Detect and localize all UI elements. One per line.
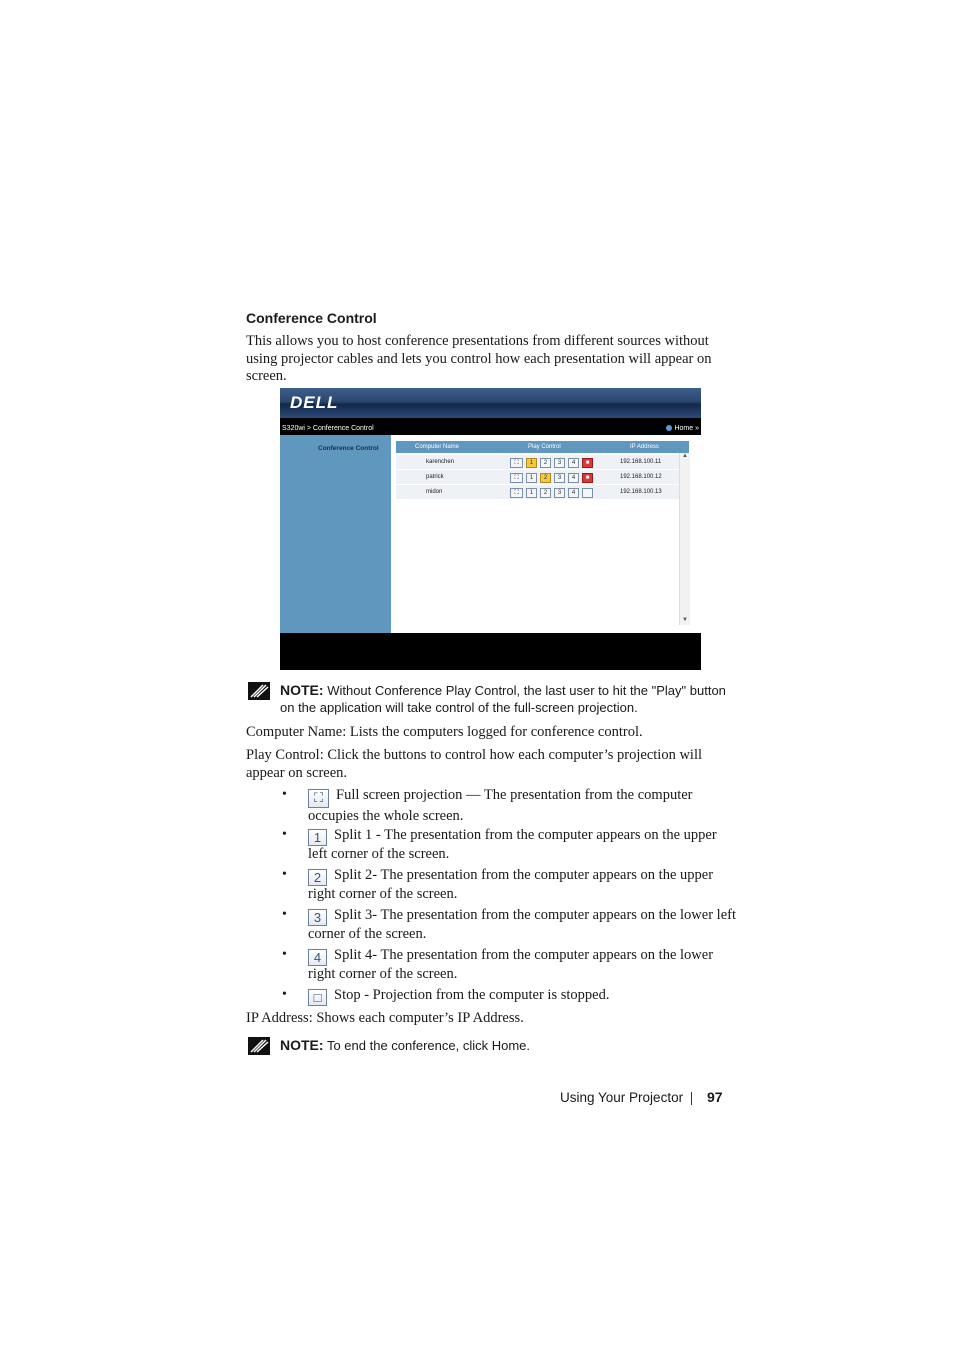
bullet-marker: • (282, 907, 287, 922)
note-2-text: To end the conference, click (326, 1038, 492, 1053)
column-header-computer-name: Computer Name (415, 444, 460, 450)
stop-button[interactable]: ■ (582, 473, 593, 483)
bullet-marker: • (282, 987, 287, 1002)
split-4-button[interactable]: 4 (568, 488, 579, 498)
dell-logo: DELL (290, 393, 339, 412)
sidebar (280, 435, 391, 633)
stop-button[interactable] (582, 488, 593, 498)
home-link-label: Home » (674, 425, 699, 432)
bullet-text: Full screen projection — The presentation from the computer occupies the whole screen. (308, 787, 693, 824)
full-screen-button[interactable]: ⛶ (510, 488, 523, 498)
computer-name-cell: patrick (426, 474, 444, 480)
split-3-button[interactable]: 3 (554, 488, 565, 498)
stop-button[interactable]: ■ (582, 458, 593, 468)
full-screen-button[interactable]: ⛶ (510, 458, 523, 468)
table-row (396, 485, 679, 500)
split-2-button[interactable]: 2 (540, 458, 551, 468)
full-screen-button[interactable]: ⛶ (510, 473, 523, 483)
dell-header-bar (280, 388, 701, 418)
split-1-icon: 1 (308, 829, 327, 846)
play-control-text: : Click the buttons to control how each computer’s projection will appear on screen. (246, 747, 703, 781)
play-control-buttons (510, 473, 593, 482)
bullet-text: Split 1 - The presentation from the computer appears on the upper left corner of the screen. (308, 827, 717, 862)
column-header-play-control: Play Control (528, 444, 561, 450)
split-4-button[interactable]: 4 (568, 458, 579, 468)
bullet-marker: • (282, 947, 287, 962)
split-1-button[interactable]: 1 (526, 458, 537, 468)
ip-address-cell: 192.168.100.13 (620, 489, 662, 495)
ip-address-cell: 192.168.100.12 (620, 474, 662, 480)
ip-address-cell: 192.168.100.11 (620, 459, 662, 465)
note-2 (280, 1037, 740, 1054)
split-2-button[interactable]: 2 (540, 473, 551, 483)
stop-icon: □ (308, 989, 327, 1006)
play-control-buttons (510, 488, 593, 497)
table-header (396, 441, 689, 453)
split-3-button[interactable]: 3 (554, 473, 565, 483)
computer-name-cell: karenchen (426, 459, 455, 465)
play-control-buttons (510, 458, 593, 467)
conference-control-screenshot (280, 388, 701, 670)
bullet-marker: • (282, 867, 287, 882)
scroll-down-icon[interactable]: ▼ (682, 617, 688, 623)
play-control-term: Play Control (246, 747, 320, 763)
note-1-label: NOTE: (280, 682, 324, 698)
bullet-item (308, 987, 736, 1006)
bullet-item (308, 867, 736, 904)
scroll-up-icon[interactable]: ▲ (682, 453, 688, 459)
computer-name-paragraph (246, 724, 736, 742)
split-2-button[interactable]: 2 (540, 488, 551, 498)
bullet-text: Split 2- The presentation from the computer appears on the upper right corner of the screen. (308, 867, 714, 902)
breadcrumb-bar (280, 422, 701, 435)
split-3-button[interactable]: 3 (554, 458, 565, 468)
footer-separator (691, 1092, 692, 1105)
ip-address-text: : Shows each computer’s IP Address. (308, 1010, 524, 1026)
note-2-home-link: Home (491, 1038, 527, 1053)
home-icon (666, 425, 672, 431)
note-2-period: . (526, 1038, 531, 1053)
bullet-text: Split 4- The presentation from the computer appears on the lower right corner of the screen. (308, 947, 714, 982)
note-1-text: Without Conference Play Control, the last user to hit the "Play" button on the application will take control of the full-screen projection. (280, 683, 726, 715)
ip-address-paragraph (246, 1010, 736, 1028)
table-row (396, 470, 679, 485)
split-3-icon: 3 (308, 909, 327, 926)
split-4-button[interactable]: 4 (568, 473, 579, 483)
section-heading: Conference Control (246, 310, 377, 326)
note-1 (280, 682, 740, 716)
home-link[interactable] (666, 422, 699, 435)
split-2-icon: 2 (308, 869, 327, 886)
bullet-text: Stop - Projection from the computer is stopped. (334, 987, 610, 1003)
bullet-item (308, 947, 736, 984)
page-number: 97 (707, 1089, 723, 1105)
play-control-paragraph (246, 747, 736, 782)
note-2-label: NOTE: (280, 1037, 324, 1053)
footer-section-title: Using Your Projector (560, 1090, 684, 1105)
bullet-text: Split 3- The presentation from the computer appears on the lower left corner of the screen. (308, 907, 736, 942)
bullet-item (308, 827, 736, 864)
sidebar-item-conference-control[interactable]: Conference Control (318, 445, 379, 452)
ip-address-term: IP Address (246, 1010, 309, 1026)
split-1-button[interactable]: 1 (526, 473, 537, 483)
bullet-item (308, 907, 736, 944)
note-pencil-icon (248, 682, 270, 700)
bullet-marker: • (282, 787, 287, 802)
bullet-marker: • (282, 827, 287, 842)
split-4-icon: 4 (308, 949, 327, 966)
scrollbar[interactable] (679, 453, 690, 625)
column-header-ip-address: IP Address (630, 444, 659, 450)
full-screen-icon: ⛶ (308, 789, 329, 808)
bullet-item (308, 787, 736, 826)
table-row (396, 455, 679, 470)
intro-paragraph: This allows you to host conference presentations from different sources without using projector cables and lets you control how each presentation will appear on screen. (246, 333, 712, 384)
split-1-button[interactable]: 1 (526, 488, 537, 498)
computer-name-text: : Lists the computers logged for conference control. (342, 724, 643, 740)
breadcrumb: S320wi > Conference Control (282, 425, 374, 432)
computer-name-term: Computer Name (246, 724, 343, 740)
content-area (391, 435, 701, 633)
note-pencil-icon (248, 1037, 270, 1055)
computer-name-cell: midon (426, 489, 443, 495)
